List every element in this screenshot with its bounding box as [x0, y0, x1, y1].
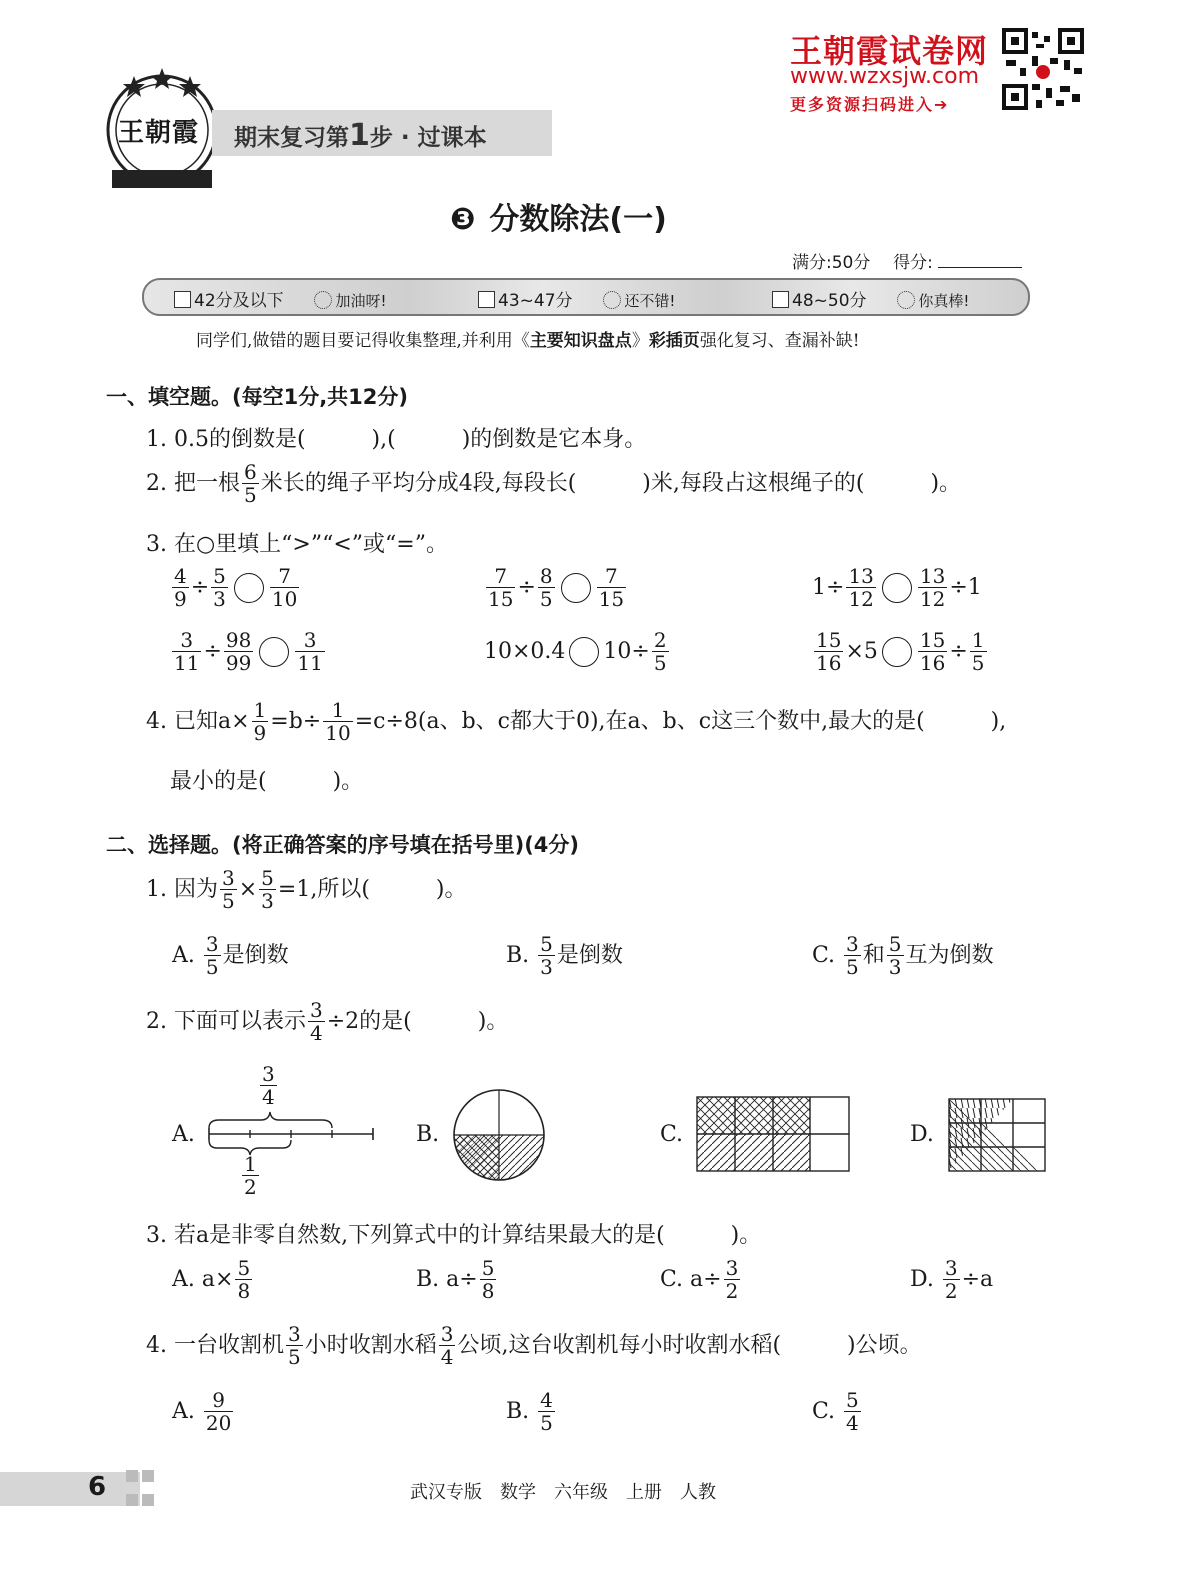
s2-q1-option-a[interactable]: A. $\frac{3}{5}$ 是倒数 [172, 932, 289, 979]
score-label: 得分: [893, 253, 933, 273]
answer-circle[interactable] [882, 573, 912, 603]
s1-question-2: 2. 把一根 $\frac{6}{5}$ 米长的绳子平均分成4段,每段长( )米,每段占这根绳子的( )。 [146, 460, 962, 507]
grade-level-2[interactable]: 43~47分 还不错! [478, 286, 675, 311]
study-tip: 同学们,做错的题目要记得收集整理,并利用《主要知识盘点》彩插页强化复习、查漏补缺! [196, 331, 860, 351]
s2-q4-option-b[interactable]: B. $\frac{4}{5}$ [506, 1388, 553, 1435]
fraction: $\frac{6}{5}$ [243, 460, 257, 507]
smiley-icon [314, 291, 332, 309]
s2-q3-option-d[interactable]: D. $\frac{3}{2}$ ÷a [910, 1256, 994, 1303]
site-url[interactable]: www.wzxsjw.com [790, 64, 980, 89]
banner-text: 期末复习第1步 · 过课本 [234, 118, 487, 153]
site-title: 王朝霞试卷网 [790, 32, 989, 70]
qr-code-icon [1002, 28, 1084, 110]
circle-diagram [452, 1088, 548, 1182]
grid-diagram-d [948, 1098, 1046, 1172]
full-score: 满分:50分 [792, 253, 871, 273]
s1-question-3: 3. 在○里填上“>”“<”或“=”。 [146, 532, 448, 557]
compare-r1c3: 1÷ $\frac{13}{12}$ $\frac{13}{12}$ ÷1 [812, 564, 982, 611]
decor-squares-icon [126, 1470, 158, 1506]
answer-circle[interactable] [259, 637, 289, 667]
s2-question-4: 4. 一台收割机 $\frac{3}{5}$ 小时收割水稻 $\frac{3}{4}$ 公顷,这台收割机每小时收割水稻( )公顷。 [146, 1322, 922, 1369]
compare-r2c1: $\frac{3}{11}$ ÷ $\frac{98}{99}$ $\frac{3}{11}$ [174, 628, 323, 675]
brand-name: 王朝霞 [118, 118, 200, 148]
s2-q4-option-a[interactable]: A. $\frac{9}{20}$ [172, 1388, 232, 1435]
logo-badge [104, 62, 224, 192]
grade-checkbox[interactable] [772, 291, 789, 308]
grade-level-1[interactable]: 42分及以下 加油呀! [174, 286, 386, 311]
s2-question-1: 1. 因为 $\frac{3}{5}$ × $\frac{5}{3}$ =1,所以( )。 [146, 866, 467, 913]
answer-circle[interactable] [561, 573, 591, 603]
s2-q4-option-c[interactable]: C. $\frac{5}{4}$ [812, 1388, 859, 1435]
segment-diagram [205, 1110, 377, 1156]
s1-question-1: 1. 0.5的倒数是( ),( )的倒数是它本身。 [146, 427, 647, 452]
site-prompt: 更多资源扫码进入➔ [790, 95, 950, 114]
banner-step-number: 1 [349, 118, 370, 153]
smiley-icon [603, 291, 621, 309]
compare-r2c3: $\frac{15}{16}$ ×5 $\frac{15}{16}$ ÷ $\frac{1}{5}$ [816, 628, 985, 675]
s2-q2-option-b[interactable]: B. [416, 1122, 440, 1147]
s2-q2-option-c[interactable]: C. [660, 1122, 684, 1147]
s2-q1-option-b[interactable]: B. $\frac{5}{3}$ 是倒数 [506, 932, 623, 979]
s1-question-4-cont: 最小的是( )。 [170, 769, 364, 794]
answer-circle[interactable] [882, 637, 912, 667]
page-number: 6 [88, 1472, 107, 1502]
footer-info: 武汉专版 数学 六年级 上册 人教 [410, 1482, 716, 1503]
answer-circle[interactable] [234, 573, 264, 603]
s2-question-3: 3. 若a是非零自然数,下列算式中的计算结果最大的是( )。 [146, 1223, 762, 1248]
footer-squares [126, 1470, 158, 1510]
compare-r2c2: 10×0.4 10÷ $\frac{2}{5}$ [484, 628, 667, 675]
brace-bottom-fraction: $\frac{1}{2}$ [244, 1152, 257, 1199]
s2-q3-option-b[interactable]: B. a÷ $\frac{5}{8}$ [416, 1256, 495, 1303]
s2-q2-option-a[interactable]: A. [172, 1122, 195, 1147]
brace-top-fraction: $\frac{3}{4}$ [262, 1062, 275, 1109]
grade-checkbox[interactable] [174, 291, 191, 308]
grade-level-3[interactable]: 48~50分 你真棒! [772, 286, 969, 311]
s2-q3-option-a[interactable]: A. a× $\frac{5}{8}$ [172, 1256, 251, 1303]
s2-q2-option-d[interactable]: D. [910, 1122, 934, 1147]
compare-r1c2: $\frac{7}{15}$ ÷ $\frac{8}{5}$ $\frac{7}{15}$ [488, 564, 625, 611]
s2-q1-option-c[interactable]: C. $\frac{3}{5}$ 和 $\frac{5}{3}$ 互为倒数 [812, 932, 994, 979]
section1-heading: 一、填空题。(每空1分,共12分) [106, 385, 409, 409]
title-number: ❸ [450, 202, 476, 237]
footer-bar [0, 1472, 140, 1506]
grid-diagram-c [696, 1096, 850, 1172]
s2-q3-option-c[interactable]: C. a÷ $\frac{3}{2}$ [660, 1256, 739, 1303]
qr-code[interactable] [1002, 28, 1084, 110]
score-blank[interactable] [938, 267, 1022, 268]
page-title: ❸ 分数除法(一) [450, 202, 667, 237]
s1-question-4: 4. 已知a× $\frac{1}{9}$ =b÷ $\frac{1}{10}$ =c÷8(a、b、c都大于0),在a、b、c这三个数中,最大的是( ), [146, 698, 1007, 745]
s2-question-2: 2. 下面可以表示 $\frac{3}{4}$ ÷2的是( )。 [146, 998, 509, 1045]
score-line [792, 248, 1022, 273]
smiley-icon [897, 291, 915, 309]
section2-heading: 二、选择题。(将正确答案的序号填在括号里)(4分) [106, 833, 580, 857]
compare-r1c1: $\frac{4}{9}$ ÷ $\frac{5}{3}$ $\frac{7}{10}$ [174, 564, 298, 611]
grade-checkbox[interactable] [478, 291, 495, 308]
answer-circle[interactable] [569, 637, 599, 667]
